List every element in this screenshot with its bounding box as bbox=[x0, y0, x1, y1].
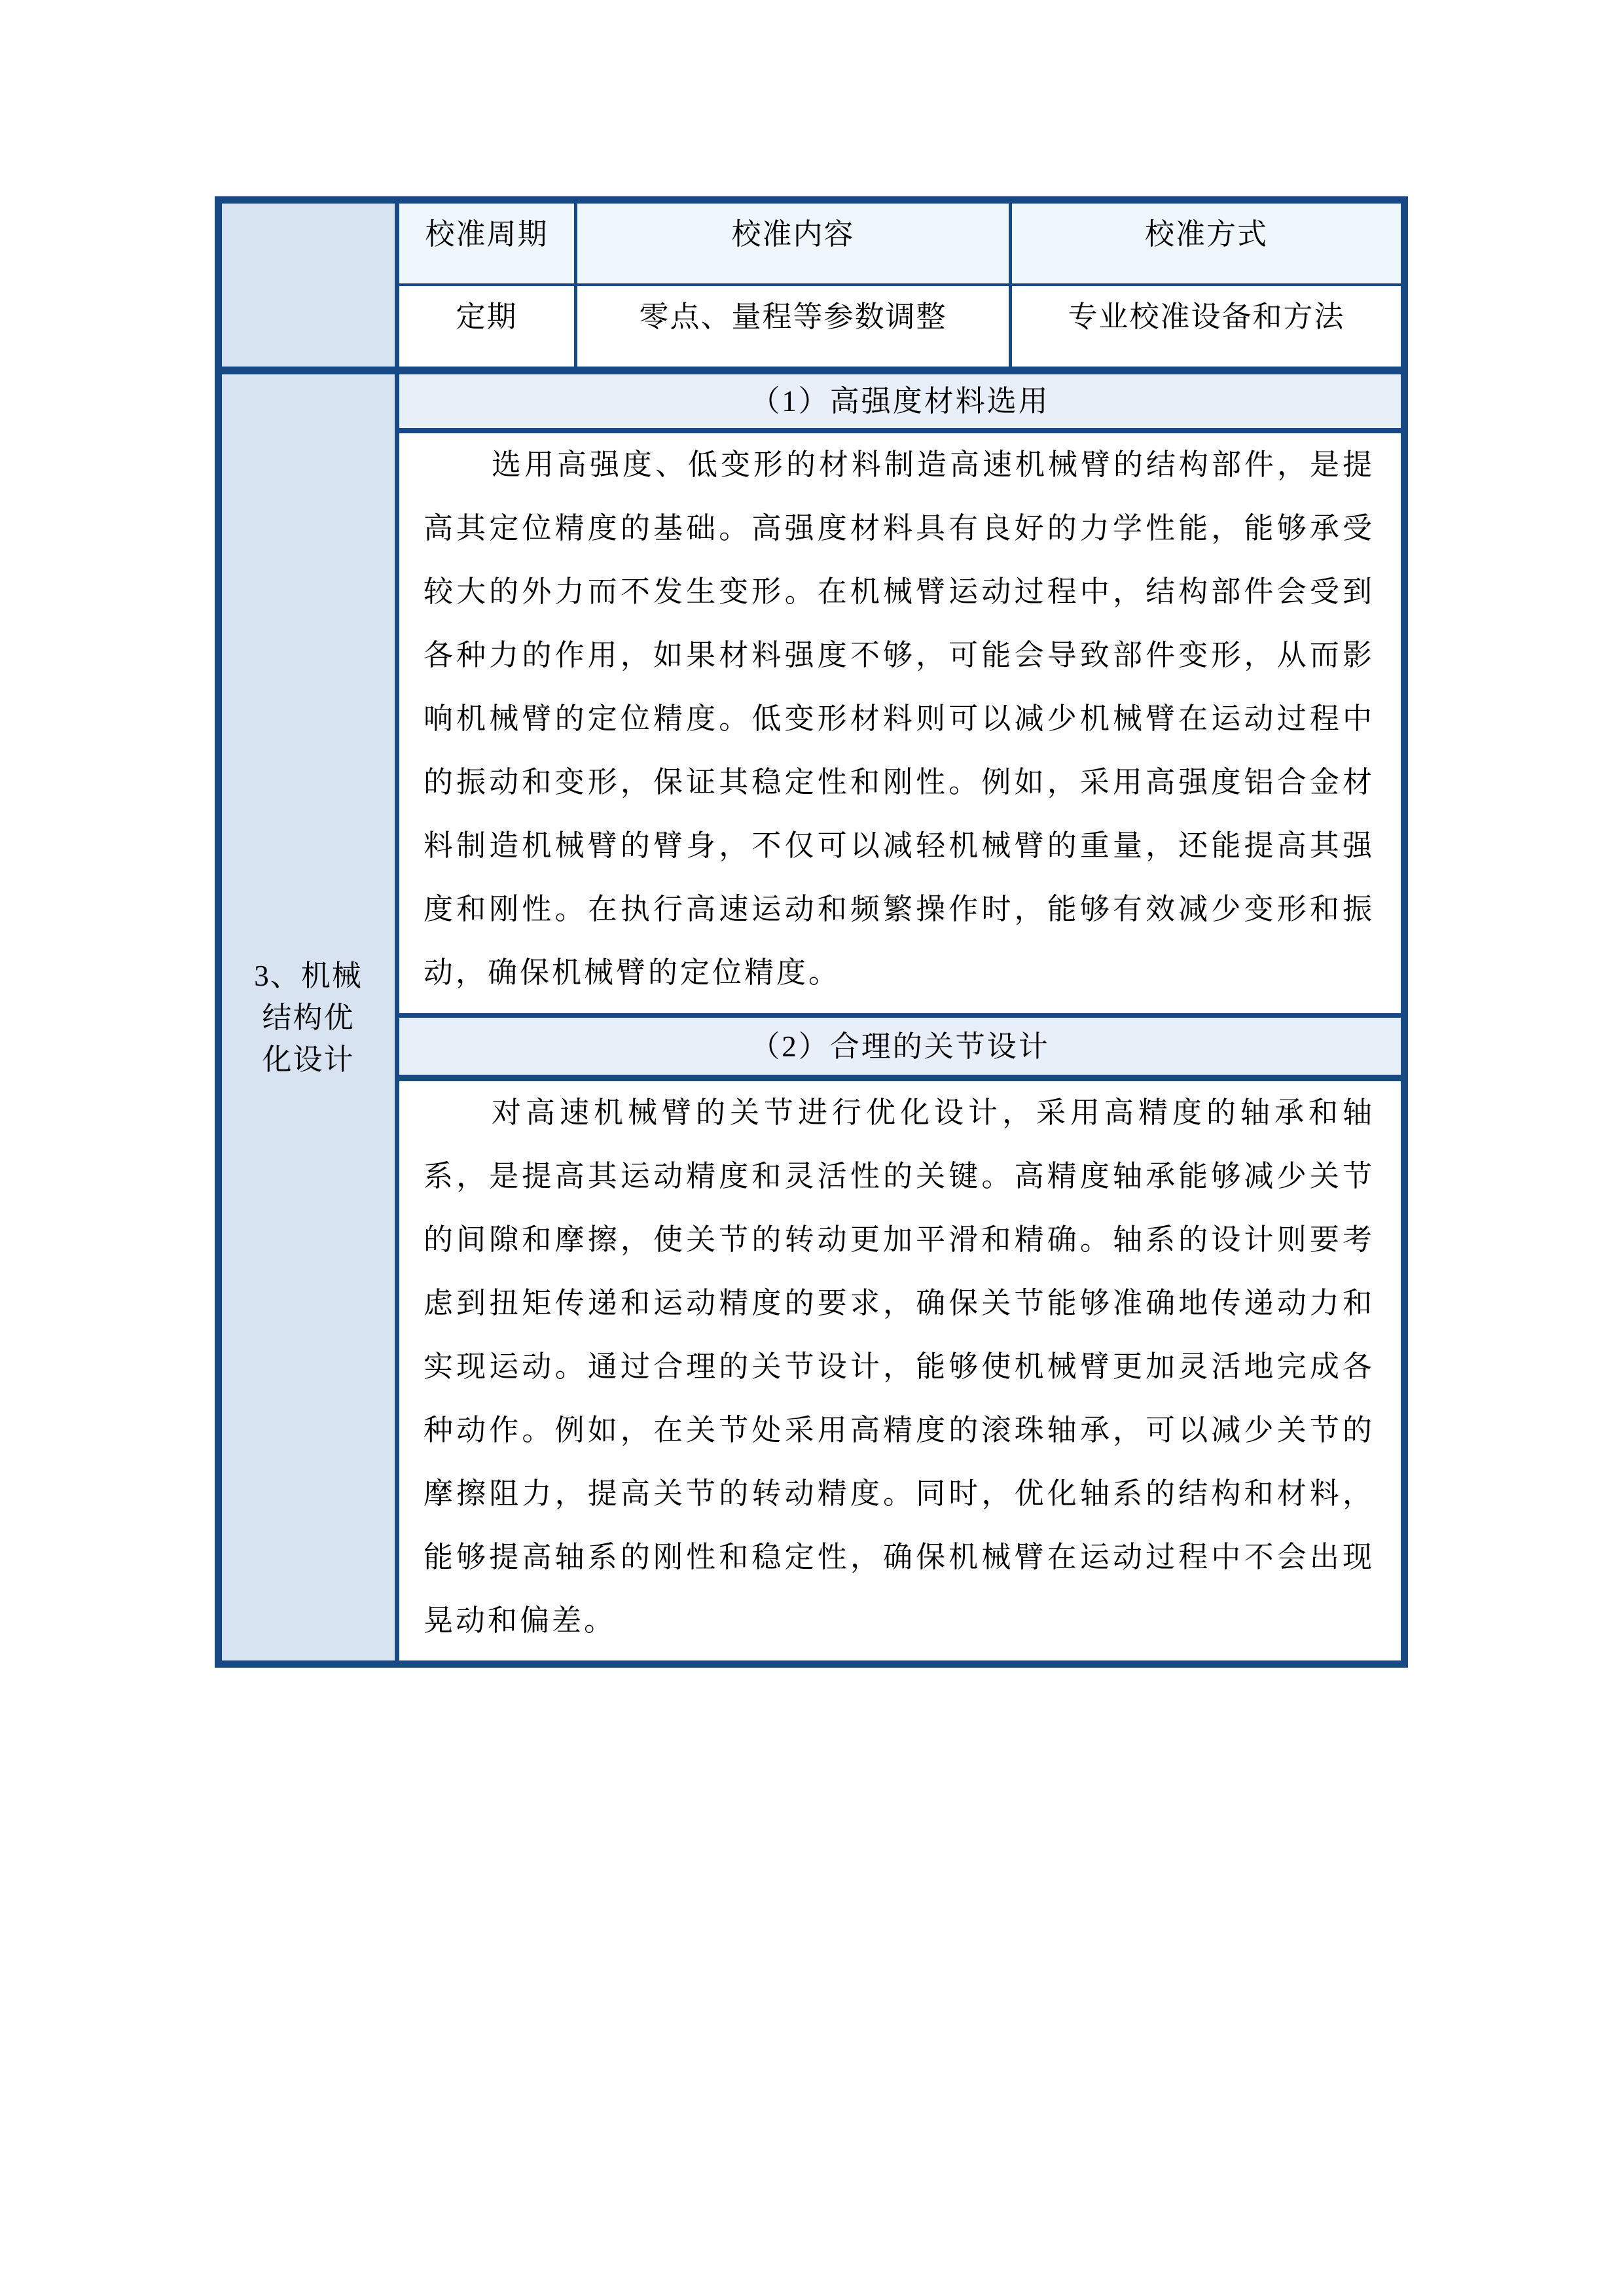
row-label-cell bbox=[222, 374, 395, 1660]
vertical-border bbox=[395, 204, 399, 367]
subsection-1-paragraph: 选用高强度、低变形的材料制造高速机械臂的结构部件，是提高其定位精度的基础。高强度材料具有良好的力学性能，能够承受较大的外力而不发生变形。在机械臂运动过程中，结构部件会受到各种力的作用，如果材料强度不够，可能会导致部件变形，从而影响机械臂的定位精度。低变形材料则可以减少机械臂在运动过程中的振动和变形，保证其稳定性和刚性。例如，采用高强度铝合金材料制造机械臂的臂身，不仅可以减轻机械臂的重量，还能提高其强度和刚性。在执行高速运动和频繁操作时，能够有效减少变形和振动，确保机械臂的定位精度。 bbox=[399, 433, 1401, 1013]
header-cell-content: 校准内容 bbox=[577, 204, 1009, 283]
calibration-section bbox=[222, 204, 1401, 367]
vertical-border bbox=[395, 374, 399, 1660]
cell-period-value: 定期 bbox=[399, 286, 574, 367]
subsection-2-paragraph: 对高速机械臂的关节进行优化设计，采用高精度的轴承和轴系，是提高其运动精度和灵活性的关键。高精度轴承能够减少关节的间隙和摩擦，使关节的转动更加平滑和精确。轴系的设计则要考虑到扭矩传递和运动精度的要求，确保关节能够准确地传递动力和实现运动。通过合理的关节设计，能够使机械臂更加灵活地完成各种动作。例如，在关节处采用高精度的滚珠轴承，可以减少关节的摩擦阻力，提高关节的转动精度。同时，优化轴系的结构和材料，能够提高轴系的刚性和稳定性，确保机械臂在运动过程中不会出现晃动和偏差。 bbox=[399, 1081, 1401, 1660]
calibration-grid bbox=[399, 204, 1401, 367]
cell-method-value: 专业校准设备和方法 bbox=[1012, 286, 1401, 367]
row-label: 3、机械结构优化设计 bbox=[254, 959, 363, 1076]
horizontal-border bbox=[399, 428, 1401, 433]
mechanical-design-section bbox=[222, 374, 1401, 1660]
content-table bbox=[215, 196, 1408, 1668]
section-content-column bbox=[399, 374, 1401, 1660]
section-divider-border bbox=[222, 367, 1401, 374]
row-label-cell-top bbox=[222, 204, 395, 367]
calibration-data-row bbox=[399, 286, 1401, 367]
calibration-header-row bbox=[399, 204, 1401, 283]
subsection-2-title: （2）合理的关节设计 bbox=[399, 1018, 1401, 1075]
header-cell-period: 校准周期 bbox=[399, 204, 574, 283]
cell-content-value: 零点、量程等参数调整 bbox=[577, 286, 1009, 367]
header-cell-method: 校准方式 bbox=[1012, 204, 1401, 283]
horizontal-border bbox=[399, 1013, 1401, 1018]
horizontal-border bbox=[399, 1075, 1401, 1081]
subsection-1-title: （1）高强度材料选用 bbox=[399, 374, 1401, 428]
